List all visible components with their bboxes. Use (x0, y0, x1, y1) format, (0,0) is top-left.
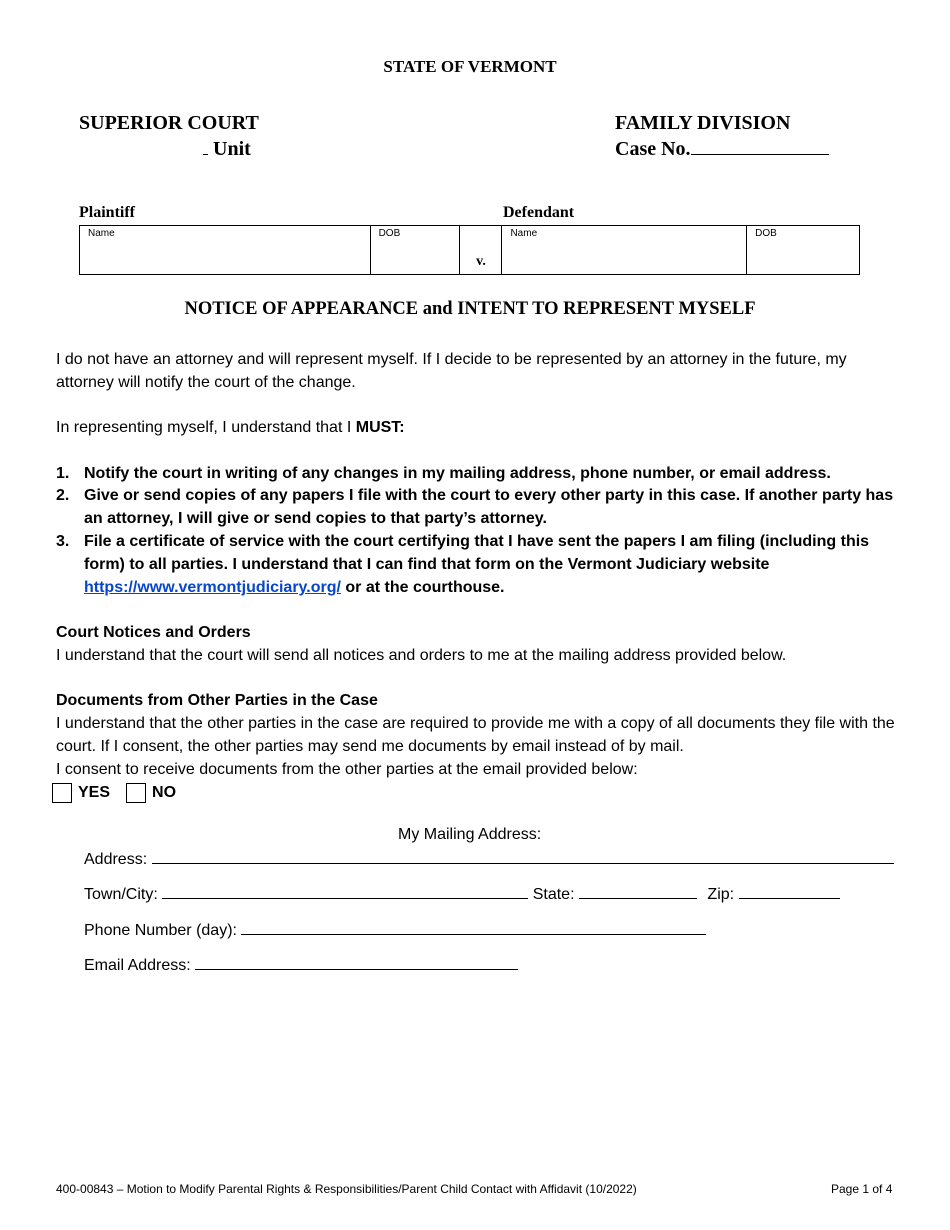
judiciary-website-link[interactable]: https://www.vermontjudiciary.org/ (84, 579, 341, 596)
list-text-block (84, 530, 896, 599)
list-text: Notify the court in writing of any changes in my mailing address, phone number, or email address. (84, 465, 831, 482)
list-text: Give or send copies of any papers I file with the court to every other party in this case. If another party has an attorney, I will give or send copies to that party’s attorney. (84, 487, 894, 527)
case-no-field[interactable] (691, 138, 829, 155)
form-identifier: 400-00843 – Motion to Modify Parental Rights & Responsibilities/Parent Child Contact with Affidavit (10/2022) (56, 1182, 637, 1196)
town-label: Town/City: (84, 886, 158, 903)
court-name: SUPERIOR COURT (79, 112, 259, 134)
plaintiff-name-label: Name (88, 228, 115, 239)
case-no-label: Case No. (615, 138, 691, 160)
list-number: 1. (56, 465, 70, 482)
plaintiff-dob-field[interactable] (370, 226, 460, 275)
phone-field[interactable] (241, 920, 706, 935)
must-intro-text: In representing myself, I understand that I (56, 419, 352, 436)
versus-label: v. (476, 254, 486, 269)
town-row (84, 884, 840, 904)
state-heading: STATE OF VERMONT (383, 57, 557, 76)
plaintiff-label: Plaintiff (79, 204, 135, 221)
yes-checkbox[interactable] (52, 783, 72, 803)
list-number: 3. (56, 533, 70, 550)
list-text-after: or at the courthouse. (345, 579, 505, 596)
phone-label: Phone Number (day): (84, 922, 237, 939)
defendant-dob-field[interactable] (747, 226, 860, 275)
unit-label: Unit (213, 138, 251, 160)
intro-paragraph: I do not have an attorney and will represent myself. If I decide to be represented by an attorney in the future, my attorney will notify the court of the change. (56, 351, 847, 391)
plaintiff-name-field[interactable] (80, 226, 371, 275)
consent-options (52, 783, 176, 803)
list-text: File a certificate of service with the court certifying that I have sent the papers I am filing (including this form) to all parties. I understand that I can find that form on the Vermont Judiciary website (84, 533, 870, 573)
email-label: Email Address: (84, 957, 191, 974)
unit-line (203, 138, 251, 161)
plaintiff-dob-label: DOB (378, 228, 401, 239)
must-word: MUST: (355, 419, 405, 436)
documents-text: I understand that the other parties in the case are required to provide me with a copy of all documents they file with the court. If I consent, the other parties may send me documents by email instead of by mail. (56, 715, 895, 755)
list-item (56, 484, 896, 530)
yes-label: YES (78, 784, 111, 801)
court-notices-heading: Court Notices and Orders (56, 624, 251, 641)
email-field[interactable] (195, 955, 518, 970)
unit-blank[interactable] (203, 138, 208, 155)
email-row (84, 955, 518, 975)
address-field[interactable] (152, 849, 894, 864)
division-name: FAMILY DIVISION (615, 112, 791, 134)
case-number-line (615, 138, 829, 161)
zip-label: Zip: (707, 886, 735, 903)
parties-table (79, 225, 860, 275)
no-label: NO (152, 784, 177, 801)
defendant-name-field[interactable] (502, 226, 747, 275)
no-checkbox[interactable] (126, 783, 146, 803)
court-notices-text: I understand that the court will send all notices and orders to me at the mailing address provided below. (56, 647, 787, 664)
must-intro (56, 416, 906, 439)
mailing-address-heading: My Mailing Address: (398, 826, 542, 843)
zip-field[interactable] (739, 884, 840, 899)
defendant-name-label: Name (510, 228, 538, 239)
defendant-dob-label: DOB (755, 228, 777, 239)
list-number: 2. (56, 487, 70, 504)
documents-heading: Documents from Other Parties in the Case (56, 692, 378, 709)
parties-row (80, 226, 860, 275)
town-field[interactable] (162, 884, 528, 899)
phone-row (84, 920, 706, 940)
document-title: NOTICE OF APPEARANCE and INTENT TO REPRESENT MYSELF (184, 299, 756, 319)
state-label: State: (532, 886, 575, 903)
list-item (56, 462, 896, 485)
address-row (84, 849, 894, 869)
consent-text: I consent to receive documents from the other parties at the email provided below: (56, 761, 638, 778)
address-label: Address: (84, 851, 148, 868)
state-field[interactable] (579, 884, 697, 899)
versus-cell (460, 226, 502, 275)
page-number: Page 1 of 4 (831, 1182, 893, 1196)
defendant-label: Defendant (503, 204, 575, 221)
list-item (56, 530, 896, 599)
